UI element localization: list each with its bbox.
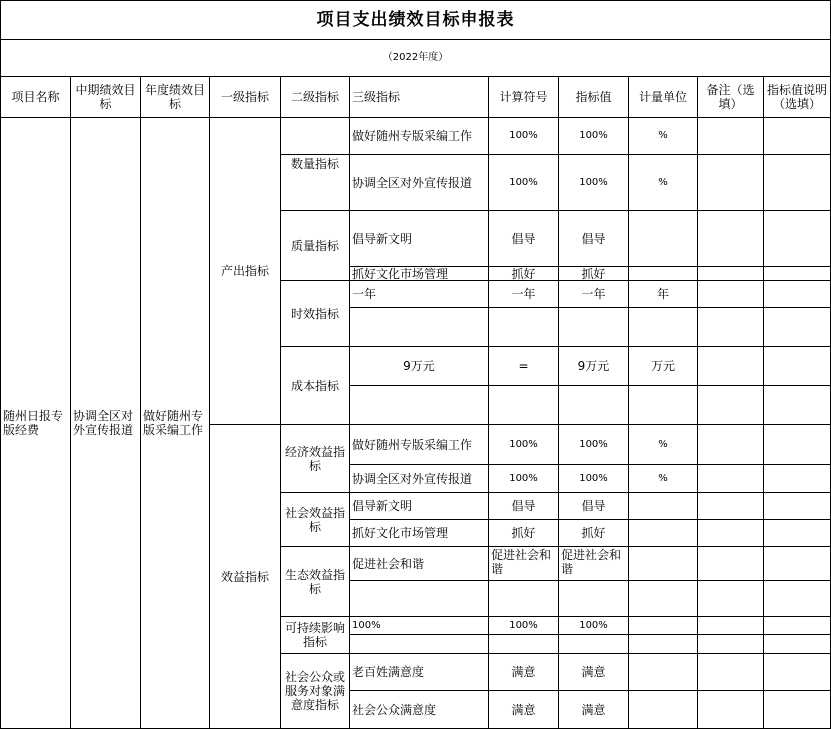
indicator-value-cell: 9万元: [577, 359, 610, 373]
level3-cell: 倡导新文明: [352, 499, 413, 513]
header-indicator-value: 指标值: [575, 90, 612, 104]
grid-line: [763, 76, 764, 729]
header-unit: 计量单位: [638, 90, 687, 104]
mid-goal-cell: 协调全区对外宣传报道: [73, 409, 134, 437]
unit-cell: %: [658, 438, 668, 450]
indicator-value-cell: 100%: [579, 176, 608, 188]
indicator-value-cell: 满意: [581, 665, 606, 679]
header-level2: 二级指标: [290, 90, 339, 104]
unit-cell: %: [658, 472, 668, 484]
header-project-name: 项目名称: [11, 90, 60, 104]
indicator-value-cell: 100%: [579, 619, 608, 631]
calc-symbol-cell: 倡导: [511, 231, 536, 246]
level2-quantity: 数量指标: [290, 157, 339, 171]
indicator-value-cell: 满意: [581, 702, 606, 717]
year-label: （2022年度）: [382, 52, 449, 63]
header-value-desc: 指标值说明（选填）: [766, 83, 827, 111]
header-mid-goal: 中期绩效目标: [75, 83, 136, 111]
indicator-value-cell: 抓好: [581, 267, 606, 280]
level3-cell: 抓好文化市场管理: [352, 526, 449, 540]
calc-symbol-cell: 一年: [511, 287, 536, 301]
level2-cost: 成本指标: [290, 378, 339, 393]
level1-output: 产出指标: [220, 264, 269, 278]
grid-line: [697, 76, 698, 729]
level3-cell: 倡导新文明: [352, 231, 413, 246]
level3-cell: 一年: [352, 287, 377, 301]
unit-cell: %: [658, 176, 668, 188]
header-level3: 三级指标: [352, 90, 401, 104]
level3-cell: 做好随州专版采编工作: [352, 437, 473, 452]
calc-symbol-cell: 促进社会和谐: [491, 548, 552, 576]
header-remark: 备注（选填）: [706, 83, 755, 111]
indicator-value-cell: 100%: [579, 438, 608, 450]
calc-symbol-cell: 满意: [511, 702, 536, 717]
grid-line: [349, 634, 831, 635]
annual-goal-cell: 做好随州专版采编工作: [143, 409, 204, 437]
header-calc-symbol: 计算符号: [499, 90, 548, 104]
level3-cell: 协调全区对外宣传报道: [352, 175, 473, 190]
level3-cell: 老百姓满意度: [352, 665, 425, 679]
calc-symbol-cell: 满意: [511, 665, 536, 679]
level3-cell: 协调全区对外宣传报道: [352, 471, 473, 486]
calc-symbol-cell: 100%: [509, 438, 538, 450]
level3-cell: 促进社会和谐: [352, 556, 425, 571]
grid-line: [349, 385, 831, 386]
level3-cell: 社会公众满意度: [352, 702, 437, 717]
level2-economic: 经济效益指标: [285, 444, 346, 473]
calc-symbol-cell: 100%: [509, 472, 538, 484]
level3-cell: 100%: [352, 619, 381, 631]
level1-benefit: 效益指标: [220, 569, 269, 584]
level2-satisfaction: 社会公众或服务对象满意度指标: [284, 670, 345, 712]
calc-symbol-cell: 100%: [509, 176, 538, 188]
level2-ecological: 生态效益指标: [285, 567, 346, 596]
indicator-value-cell: 倡导: [581, 231, 606, 246]
page-title: 项目支出绩效目标申报表: [316, 10, 515, 30]
header-level1: 一级指标: [220, 90, 269, 104]
calc-symbol-cell: 100%: [509, 130, 538, 141]
level2-timeliness: 时效指标: [290, 306, 339, 321]
header-annual-goal: 年度绩效目标: [144, 83, 205, 111]
calc-symbol-cell: 抓好: [511, 267, 536, 280]
project-name-cell: 随州日报专版经费: [3, 409, 64, 437]
unit-cell: 万元: [650, 359, 675, 373]
calc-symbol-cell: 100%: [509, 619, 538, 631]
level3-cell: 抓好文化市场管理: [352, 267, 449, 280]
indicator-value-cell: 倡导: [581, 499, 606, 513]
calc-symbol-cell: 抓好: [511, 526, 536, 540]
grid-line: [349, 307, 831, 308]
unit-cell: 年: [656, 287, 669, 301]
level2-sustainable: 可持续影响指标: [285, 621, 346, 649]
indicator-value-cell: 一年: [581, 287, 606, 301]
indicator-value-cell: 促进社会和谐: [561, 548, 622, 576]
level2-social: 社会效益指标: [285, 505, 346, 534]
level3-cell: 做好随州专版采编工作: [352, 129, 473, 143]
calc-symbol-cell: =: [518, 359, 529, 373]
indicator-value-cell: 100%: [579, 472, 608, 484]
indicator-value-cell: 抓好: [581, 526, 606, 540]
level2-quality: 质量指标: [290, 238, 339, 253]
calc-symbol-cell: 倡导: [511, 499, 536, 513]
indicator-value-cell: 100%: [579, 130, 608, 141]
unit-cell: %: [658, 130, 668, 141]
grid-line: [349, 580, 831, 581]
level3-cell: 9万元: [403, 359, 435, 373]
